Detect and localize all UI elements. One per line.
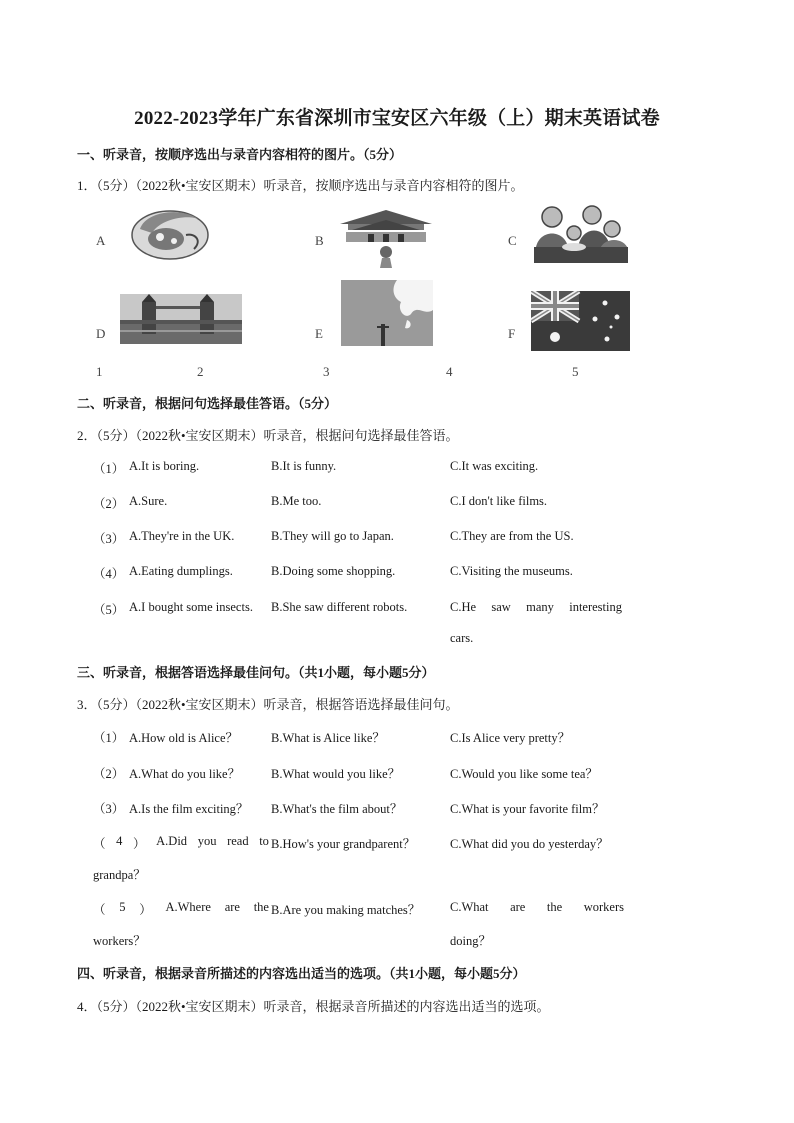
q2-row-2-option-c: C.I don't like films.: [450, 494, 548, 508]
word: C.He: [450, 600, 477, 614]
picture-label-f: F: [508, 326, 516, 341]
word: to: [259, 834, 269, 848]
section-3-heading: 三、听录音，根据答语选择最佳问句。（共1小题，每小题5分）: [77, 665, 435, 680]
tower-bridge-picture: [120, 294, 242, 344]
q3-row-3-option-a: A.Is the film exciting？: [129, 802, 249, 816]
word: ）: [133, 837, 146, 851]
question-3-stem: 3．（5分）（2022秋•宝安区期末）听录音，根据答语选择最佳问句。: [77, 697, 459, 712]
q3-row-3-option-c: C.What is your favorite film？: [450, 802, 605, 816]
q3-row-1-number: （1）: [93, 731, 125, 745]
q2-row-3-option-b: B.They will go to Japan.: [271, 529, 394, 543]
q2-row-2-option-b: B.Me too.: [271, 494, 322, 508]
q3-row-2-option-c: C.Would you like some tea？: [450, 767, 598, 781]
picture-label-c: C: [508, 233, 517, 248]
q2-row-1-option-c: C.It was exciting.: [450, 459, 539, 473]
order-number-1: 1: [96, 364, 103, 379]
section-4-heading: 四、听录音，根据录音所描述的内容选出适当的选项。（共1小题，每小题5分）: [77, 966, 526, 981]
q3-row-2-option-a: A.What do you like？: [129, 767, 241, 781]
page-title: 2022-2023学年广东省深圳市宝安区六年级（上）期末英语试卷: [134, 108, 660, 129]
q2-row-4-number: （4）: [93, 567, 125, 581]
word: many: [526, 600, 554, 614]
q2-row-5-option-b: B.She saw different robots.: [271, 600, 408, 614]
order-number-2: 2: [197, 364, 204, 379]
q2-row-1-option-a: A.It is boring.: [129, 459, 200, 473]
q2-row-2-number: （2）: [93, 497, 125, 511]
q2-row-5-option-a: A.I bought some insects.: [129, 600, 253, 614]
q3-row-2-option-b: B.What would you like？: [271, 767, 401, 781]
question-1-stem: 1．（5分）（2022秋•宝安区期末）听录音，按顺序选出与录音内容相符的图片。: [77, 178, 524, 193]
family-picture: [530, 203, 630, 265]
q3-row-5-option-b: B.Are you making matches？: [271, 903, 421, 917]
q2-row-5-number: （5）: [93, 603, 125, 617]
word: are: [510, 900, 526, 914]
word: read: [227, 834, 249, 848]
q3-row-5-option-c-line-2: doing？: [450, 934, 491, 948]
order-number-4: 4: [446, 364, 453, 379]
australia-flag-picture: [531, 291, 630, 351]
q3-row-1-option-c: C.Is Alice very pretty？: [450, 731, 571, 745]
q3-row-4-option-a-line-1: [93, 834, 269, 852]
q3-row-4-option-c: C.What did you do yesterday？: [450, 837, 609, 851]
word: （: [93, 837, 106, 851]
q2-row-5-option-c-line-2: cars.: [450, 631, 474, 645]
map-picture: [341, 280, 433, 346]
q2-row-4-option-a: A.Eating dumplings.: [129, 564, 233, 578]
word: workers: [583, 900, 624, 914]
word: C.What: [450, 900, 489, 914]
word: 4: [116, 834, 123, 848]
word: saw: [491, 600, 511, 614]
word: the: [253, 900, 269, 914]
q2-row-5-option-c-line-1: [450, 600, 622, 615]
q3-row-3-option-b: B.What's the film about？: [271, 802, 403, 816]
q3-row-4-option-b: B.How's your grandparent？: [271, 837, 416, 851]
q3-row-3-number: （3）: [93, 802, 125, 816]
q2-row-1-option-b: B.It is funny.: [271, 459, 337, 473]
word: A.Did: [156, 834, 188, 848]
picture-label-d: D: [96, 326, 106, 341]
tiananmen-picture: [338, 208, 434, 268]
q2-row-2-option-a: A.Sure.: [129, 494, 168, 508]
order-number-5: 5: [572, 364, 579, 379]
word: A.Where: [165, 900, 211, 914]
q2-row-4-option-b: B.Doing some shopping.: [271, 564, 396, 578]
picture-label-a: A: [96, 233, 106, 248]
q2-row-4-option-c: C.Visiting the museums.: [450, 564, 573, 578]
q3-row-1-option-a: A.How old is Alice？: [129, 731, 239, 745]
section-2-heading: 二、听录音，根据问句选择最佳答语。（5分）: [77, 396, 338, 411]
q3-row-2-number: （2）: [93, 767, 125, 781]
question-4-stem: 4．（5分）（2022秋•宝安区期末）听录音，根据录音所描述的内容选出适当的选项。: [77, 999, 550, 1014]
food-picture: [126, 205, 210, 261]
q3-row-5-option-a-line-1: [93, 900, 269, 918]
q3-row-1-option-b: B.What is Alice like？: [271, 731, 385, 745]
question-2-stem: 2．（5分）（2022秋•宝安区期末）听录音，根据问句选择最佳答语。: [77, 428, 459, 443]
q2-row-3-option-c: C.They are from the US.: [450, 529, 574, 543]
word: （: [93, 903, 106, 917]
picture-label-e: E: [315, 326, 323, 341]
q3-row-5-option-c-line-1: [450, 900, 624, 915]
word: are: [224, 900, 240, 914]
q3-row-4-option-a-line-2: grandpa？: [93, 868, 146, 882]
word: the: [546, 900, 563, 914]
picture-label-b: B: [315, 233, 324, 248]
q2-row-3-number: （3）: [93, 532, 125, 546]
q2-row-1-number: （1）: [93, 462, 125, 476]
word: ）: [139, 903, 152, 917]
word: you: [197, 834, 217, 848]
section-1-heading: 一、听录音，按顺序选出与录音内容相符的图片。（5分）: [77, 147, 403, 162]
word: interesting: [569, 600, 622, 614]
order-number-3: 3: [323, 364, 330, 379]
q3-row-5-option-a-line-2: workers？: [93, 934, 146, 948]
word: 5: [119, 900, 126, 914]
q2-row-3-option-a: A.They're in the UK.: [129, 529, 235, 543]
